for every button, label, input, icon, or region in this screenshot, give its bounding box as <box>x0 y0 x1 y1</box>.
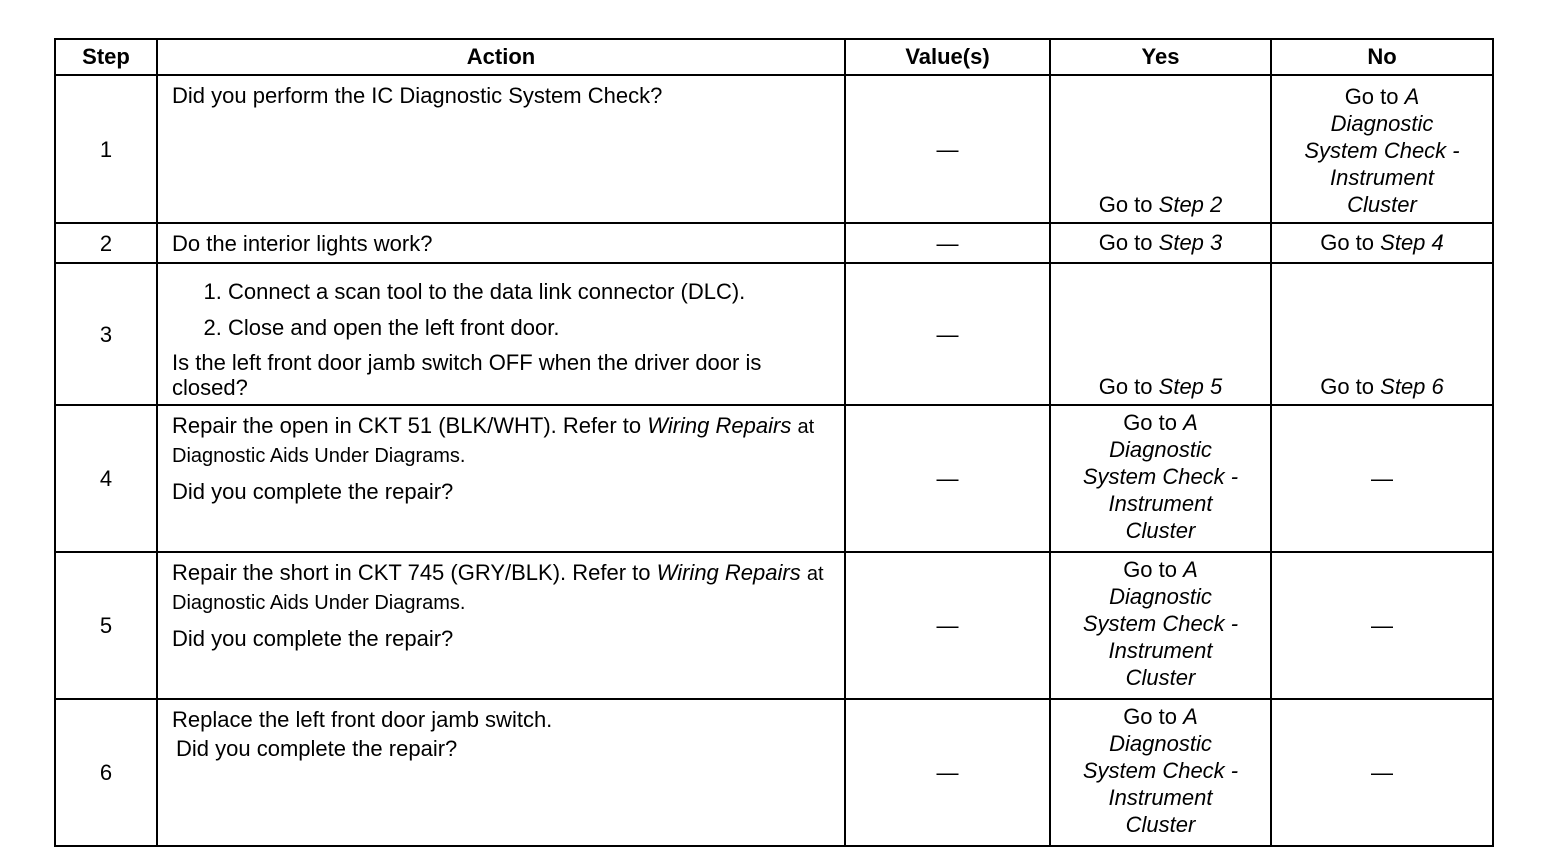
goto-target-line: System Check - <box>1082 464 1239 489</box>
value-dash: — <box>936 321 959 347</box>
header-no: No <box>1271 39 1493 75</box>
goto-target-line: Diagnostic <box>1330 111 1434 136</box>
header-row <box>55 39 1493 75</box>
goto-target-line: Cluster <box>1347 192 1417 217</box>
action-question: Do the interior lights work? <box>172 230 433 256</box>
goto-target: A <box>1404 84 1420 109</box>
no-cell <box>1271 223 1493 263</box>
table-row <box>55 263 1493 405</box>
no-cell <box>1271 75 1493 223</box>
value-dash: — <box>936 613 959 638</box>
no-cell <box>1271 699 1493 846</box>
header-values: Value(s) <box>845 39 1050 75</box>
value-dash: — <box>1371 612 1393 638</box>
table-row <box>55 75 1493 223</box>
substep-item: 2. Close and open the left front door. <box>228 314 832 341</box>
no-cell <box>1271 405 1493 552</box>
goto-target: A <box>1183 557 1198 582</box>
action-cell <box>157 699 845 846</box>
goto-target-line: System Check - <box>1082 758 1239 783</box>
action-cell <box>157 552 845 699</box>
step-number: 2 <box>55 223 157 263</box>
substep-item: 1. Connect a scan tool to the data link connector (DLC). <box>228 278 832 305</box>
reference-title: Wiring Repairs <box>656 560 801 585</box>
table-row <box>55 223 1493 263</box>
no-cell <box>1271 263 1493 405</box>
step-number: 5 <box>55 552 157 699</box>
repair-text: Repair the open in CKT 51 (BLK/WHT). Refer to <box>172 413 642 438</box>
goto-label: Go to <box>1344 84 1399 109</box>
goto-label: Go to <box>1098 230 1153 255</box>
goto-target: Step 4 <box>1380 230 1444 255</box>
goto-target: Step 3 <box>1158 230 1223 255</box>
yes-cell <box>1050 699 1271 846</box>
value-dash: — <box>1371 759 1393 785</box>
action-repair-text <box>172 559 832 617</box>
goto-target-line: System Check - <box>1082 611 1239 636</box>
goto-target: Step 2 <box>1158 192 1223 217</box>
yes-cell <box>1050 263 1271 405</box>
reference-location: at Diagnostic Aids Under Diagrams. <box>172 563 824 614</box>
value-cell <box>845 223 1050 263</box>
value-dash: — <box>936 136 959 162</box>
action-question: Did you perform the IC Diagnostic System Check? <box>172 83 663 108</box>
goto-target-line: Diagnostic <box>1109 731 1212 756</box>
value-dash: — <box>936 230 959 256</box>
goto-target-line: Instrument <box>1108 785 1213 810</box>
goto-label: Go to <box>1123 704 1177 729</box>
step-number: 6 <box>55 699 157 846</box>
value-dash: — <box>936 466 959 491</box>
action-question: Is the left front door jamb switch OFF when the driver door is closed? <box>172 350 762 400</box>
goto-target-line: Instrument <box>1108 491 1213 516</box>
table-row <box>55 405 1493 552</box>
goto-label: Go to <box>1320 230 1375 255</box>
goto-target-line: Cluster <box>1125 812 1196 837</box>
reference-location: at Diagnostic Aids Under Diagrams. <box>172 416 815 467</box>
goto-target-line: Diagnostic <box>1109 437 1212 462</box>
goto-label: Go to <box>1098 192 1153 217</box>
value-cell <box>845 263 1050 405</box>
action-question: Did you complete the repair? <box>172 479 454 504</box>
goto-target-line: Cluster <box>1125 518 1196 543</box>
goto-target: A <box>1183 704 1198 729</box>
goto-target-line: System Check - <box>1304 138 1460 163</box>
action-question: Did you complete the repair? <box>172 626 454 651</box>
table-row <box>55 552 1493 699</box>
value-cell <box>845 699 1050 846</box>
yes-cell <box>1050 552 1271 699</box>
step-number: 4 <box>55 405 157 552</box>
goto-target-line: Cluster <box>1125 665 1196 690</box>
header-yes: Yes <box>1050 39 1271 75</box>
value-dash: — <box>1371 465 1393 491</box>
value-cell <box>845 75 1050 223</box>
yes-cell <box>1050 75 1271 223</box>
diagnostic-table <box>54 38 1494 847</box>
action-repair-text <box>172 412 832 470</box>
action-cell <box>157 75 845 223</box>
step-number: 3 <box>55 263 157 405</box>
action-question: Did you complete the repair? <box>176 736 458 761</box>
goto-target: A <box>1183 410 1198 435</box>
header-step: Step <box>55 39 157 75</box>
repair-text: Repair the short in CKT 745 (GRY/BLK). Refer to <box>172 560 651 585</box>
goto-target: Step 5 <box>1158 374 1223 399</box>
goto-target-line: Instrument <box>1108 638 1213 663</box>
yes-cell <box>1050 405 1271 552</box>
goto-label: Go to <box>1320 374 1375 399</box>
value-dash: — <box>936 760 959 785</box>
goto-label: Go to <box>1123 410 1177 435</box>
yes-cell <box>1050 223 1271 263</box>
goto-label: Go to <box>1123 557 1177 582</box>
goto-target-line: Diagnostic <box>1109 584 1212 609</box>
header-action: Action <box>157 39 845 75</box>
substep-list <box>172 278 832 341</box>
action-cell <box>157 223 845 263</box>
table-row <box>55 699 1493 846</box>
value-cell <box>845 552 1050 699</box>
reference-title: Wiring Repairs <box>647 413 792 438</box>
goto-label: Go to <box>1098 374 1153 399</box>
goto-target: Step 6 <box>1380 374 1444 399</box>
action-cell <box>157 405 845 552</box>
value-cell <box>845 405 1050 552</box>
step-number: 1 <box>55 75 157 223</box>
action-repair-text: Replace the left front door jamb switch. <box>172 707 553 732</box>
no-cell <box>1271 552 1493 699</box>
goto-target-line: Instrument <box>1330 165 1434 190</box>
action-cell <box>157 263 845 405</box>
